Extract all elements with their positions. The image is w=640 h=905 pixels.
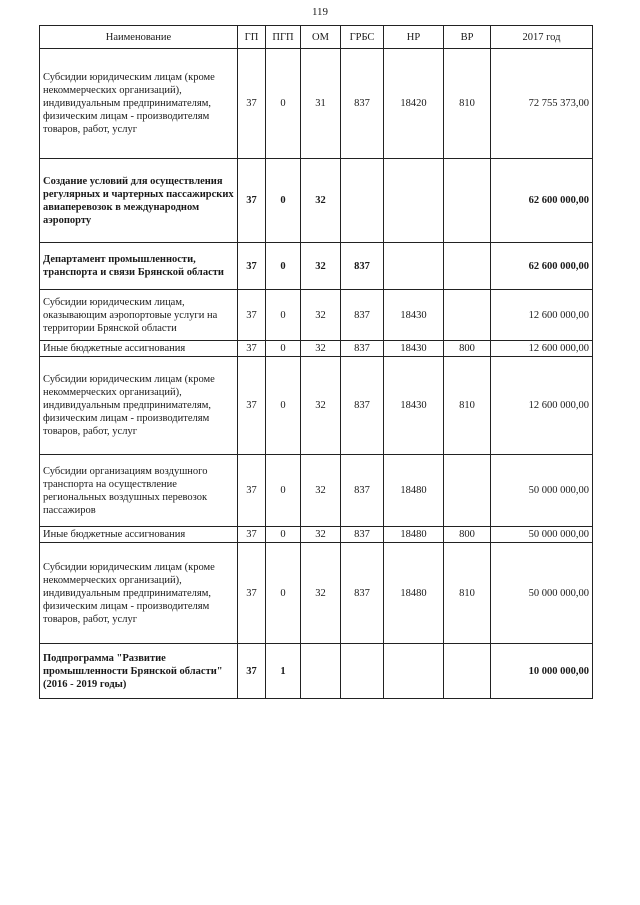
cell-om: 32 bbox=[301, 290, 341, 341]
cell-pgp: 0 bbox=[266, 49, 301, 159]
cell-name: Иные бюджетные ассигнования bbox=[40, 527, 238, 543]
cell-name: Субсидии организациям воздушного транспорта на осуществление региональных воздушных перевозок пассажиров bbox=[40, 455, 238, 527]
cell-pgp: 0 bbox=[266, 341, 301, 357]
cell-gp: 37 bbox=[238, 159, 266, 243]
cell-name: Субсидии юридическим лицам, оказывающим аэропортовые услуги на территории Брянской области bbox=[40, 290, 238, 341]
header-om: ОМ bbox=[301, 26, 341, 49]
cell-vr: 810 bbox=[444, 357, 491, 455]
cell-nr bbox=[384, 644, 444, 699]
cell-gp: 37 bbox=[238, 644, 266, 699]
cell-gp: 37 bbox=[238, 543, 266, 644]
cell-grbs: 837 bbox=[341, 455, 384, 527]
cell-amount: 50 000 000,00 bbox=[491, 527, 593, 543]
cell-amount: 12 600 000,00 bbox=[491, 357, 593, 455]
cell-grbs bbox=[341, 644, 384, 699]
cell-om: 32 bbox=[301, 455, 341, 527]
cell-gp: 37 bbox=[238, 243, 266, 290]
header-pgp: ПГП bbox=[266, 26, 301, 49]
cell-name: Субсидии юридическим лицам (кроме некоммерческих организаций), индивидуальным предпринимателям, физическим лицам - производителям товаров, работ, услуг bbox=[40, 543, 238, 644]
cell-vr bbox=[444, 243, 491, 290]
cell-name: Создание условий для осуществления регулярных и чартерных пассажирских авиаперевозок в международном аэропорту bbox=[40, 159, 238, 243]
cell-om bbox=[301, 644, 341, 699]
table-header-row bbox=[40, 26, 593, 49]
cell-nr: 18480 bbox=[384, 543, 444, 644]
cell-om: 32 bbox=[301, 159, 341, 243]
cell-om: 31 bbox=[301, 49, 341, 159]
cell-amount: 10 000 000,00 bbox=[491, 644, 593, 699]
cell-vr: 810 bbox=[444, 543, 491, 644]
cell-gp: 37 bbox=[238, 290, 266, 341]
cell-nr bbox=[384, 159, 444, 243]
cell-grbs bbox=[341, 159, 384, 243]
cell-pgp: 1 bbox=[266, 644, 301, 699]
cell-amount: 62 600 000,00 bbox=[491, 243, 593, 290]
table-row bbox=[40, 243, 593, 290]
cell-amount: 50 000 000,00 bbox=[491, 455, 593, 527]
header-gp: ГП bbox=[238, 26, 266, 49]
cell-pgp: 0 bbox=[266, 455, 301, 527]
cell-vr: 800 bbox=[444, 527, 491, 543]
page-number: 119 bbox=[311, 6, 329, 18]
header-grbs: ГРБС bbox=[341, 26, 384, 49]
cell-nr: 18420 bbox=[384, 49, 444, 159]
cell-name: Подпрограмма "Развитие промышленности Брянской области" (2016 - 2019 годы) bbox=[40, 644, 238, 699]
budget-table bbox=[39, 25, 593, 699]
cell-name: Департамент промышленности, транспорта и связи Брянской области bbox=[40, 243, 238, 290]
cell-gp: 37 bbox=[238, 357, 266, 455]
header-nr: НР bbox=[384, 26, 444, 49]
cell-grbs: 837 bbox=[341, 290, 384, 341]
table-row bbox=[40, 49, 593, 159]
cell-om: 32 bbox=[301, 527, 341, 543]
header-amount: 2017 год bbox=[491, 26, 593, 49]
table-row bbox=[40, 159, 593, 243]
cell-om: 32 bbox=[301, 243, 341, 290]
table-row bbox=[40, 290, 593, 341]
cell-name: Субсидии юридическим лицам (кроме некоммерческих организаций), индивидуальным предпринимателям, физическим лицам - производителям товаров, работ, услуг bbox=[40, 357, 238, 455]
table-row bbox=[40, 341, 593, 357]
cell-grbs: 837 bbox=[341, 243, 384, 290]
cell-vr: 800 bbox=[444, 341, 491, 357]
cell-pgp: 0 bbox=[266, 357, 301, 455]
cell-pgp: 0 bbox=[266, 243, 301, 290]
cell-grbs: 837 bbox=[341, 341, 384, 357]
cell-vr bbox=[444, 455, 491, 527]
cell-vr: 810 bbox=[444, 49, 491, 159]
table-row bbox=[40, 357, 593, 455]
cell-vr bbox=[444, 159, 491, 243]
cell-gp: 37 bbox=[238, 527, 266, 543]
cell-gp: 37 bbox=[238, 455, 266, 527]
cell-nr: 18430 bbox=[384, 341, 444, 357]
cell-nr bbox=[384, 243, 444, 290]
cell-pgp: 0 bbox=[266, 543, 301, 644]
cell-amount: 72 755 373,00 bbox=[491, 49, 593, 159]
table-row bbox=[40, 543, 593, 644]
cell-pgp: 0 bbox=[266, 527, 301, 543]
cell-nr: 18480 bbox=[384, 527, 444, 543]
cell-pgp: 0 bbox=[266, 290, 301, 341]
cell-om: 32 bbox=[301, 341, 341, 357]
cell-om: 32 bbox=[301, 543, 341, 644]
cell-amount: 12 600 000,00 bbox=[491, 290, 593, 341]
cell-gp: 37 bbox=[238, 49, 266, 159]
cell-grbs: 837 bbox=[341, 49, 384, 159]
cell-name: Субсидии юридическим лицам (кроме некоммерческих организаций), индивидуальным предпринимателям, физическим лицам - производителям товаров, работ, услуг bbox=[40, 49, 238, 159]
cell-vr bbox=[444, 644, 491, 699]
cell-vr bbox=[444, 290, 491, 341]
cell-amount: 12 600 000,00 bbox=[491, 341, 593, 357]
header-name: Наименование bbox=[40, 26, 238, 49]
cell-om: 32 bbox=[301, 357, 341, 455]
cell-nr: 18430 bbox=[384, 357, 444, 455]
table-row bbox=[40, 644, 593, 699]
cell-amount: 50 000 000,00 bbox=[491, 543, 593, 644]
table-row bbox=[40, 527, 593, 543]
cell-grbs: 837 bbox=[341, 543, 384, 644]
cell-nr: 18430 bbox=[384, 290, 444, 341]
header-vr: ВР bbox=[444, 26, 491, 49]
cell-nr: 18480 bbox=[384, 455, 444, 527]
cell-pgp: 0 bbox=[266, 159, 301, 243]
table-row bbox=[40, 455, 593, 527]
cell-amount: 62 600 000,00 bbox=[491, 159, 593, 243]
cell-name: Иные бюджетные ассигнования bbox=[40, 341, 238, 357]
cell-gp: 37 bbox=[238, 341, 266, 357]
cell-grbs: 837 bbox=[341, 357, 384, 455]
cell-grbs: 837 bbox=[341, 527, 384, 543]
